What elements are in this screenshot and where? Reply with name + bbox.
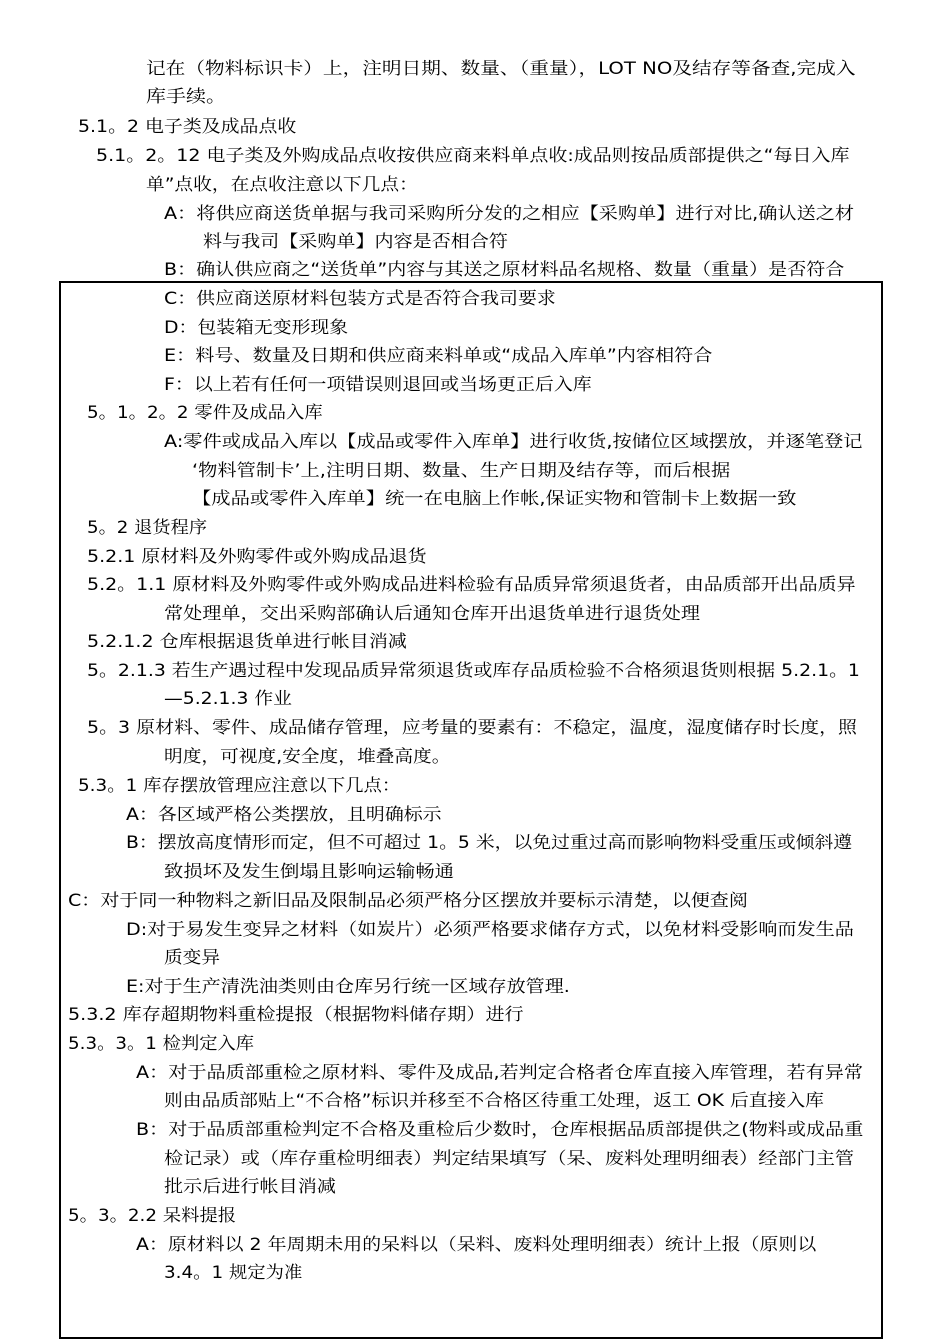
- section-heading: 5.3。3。1 检判定入库: [68, 1034, 255, 1054]
- text-line: B：确认供应商之“送货单”内容与其送之原材料品名规格、数量（重量）是否符合: [164, 260, 845, 280]
- text-line: E:对于生产清洗油类则由仓库另行统一区域存放管理.: [126, 977, 570, 997]
- text-line: B：摆放高度情形而定，但不可超过 1。5 米，以免过重过高而影响物料受重压或倾斜遵: [126, 833, 853, 853]
- text-line: A：对于品质部重检之原材料、零件及成品,若判定合格者仓库直接入库管理，若有异常: [136, 1063, 864, 1083]
- text-line: 【成品或零件入库单】统一在电脑上作帐,保证实物和管制卡上数据一致: [192, 489, 797, 509]
- text-line: 检记录）或（库存重检明细表）判定结果填写（呆、废料处理明细表）经部门主管: [164, 1149, 855, 1169]
- section-heading: 5.2.1 原材料及外购零件或外购成品退货: [87, 547, 427, 567]
- text-line: D:对于易发生变异之材料（如炭片）必须严格要求储存方式，以免材料受影响而发生品: [126, 920, 854, 940]
- section-heading: 5.3.2 库存超期物料重检提报（根据物料储存期）进行: [68, 1005, 524, 1025]
- text-line: 5.2.1.2 仓库根据退货单进行帐目消减: [87, 632, 407, 652]
- section-heading: 5。3 原材料、零件、成品储存管理，应考量的要素有：不稳定，温度，湿度储存时长度，照: [87, 718, 858, 738]
- section-heading: 5.3。1 库存摆放管理应注意以下几点：: [78, 776, 401, 796]
- text-line: A：原材料以 2 年周期未用的呆料以（呆料、废料处理明细表）统计上报（原则以: [136, 1235, 817, 1255]
- text-line: A:零件或成品入库以【成品或零件入库单】进行收货,按储位区域摆放，并逐笔登记: [164, 432, 863, 452]
- section-heading: 5。3。2.2 呆料提报: [68, 1206, 237, 1226]
- text-line: A：各区域严格公类摆放，且明确标示: [126, 805, 442, 825]
- text-line: F：以上若有任何一项错误则退回或当场更正后入库: [164, 375, 592, 395]
- text-line: D：包装箱无变形现象: [164, 318, 349, 338]
- text-line: C：对于同一种物料之新旧品及限制品必须严格分区摆放并要标示清楚，以便查阅: [68, 891, 748, 911]
- text-line: A：将供应商送货单据与我司采购所分发的之相应【采购单】进行对比,确认送之材: [164, 204, 855, 224]
- text-line: ‘物料管制卡’上,注明日期、数量、生产日期及结存等，而后根据: [192, 461, 731, 481]
- text-line: 记在（物料标识卡）上，注明日期、数量、（重量），LOT NO及结存等备查,完成入: [146, 59, 856, 79]
- text-line: 明度，可视度,安全度，堆叠高度。: [164, 747, 451, 767]
- section-heading: 5。2 退货程序: [87, 518, 208, 538]
- section-heading: 5。1。2。2 零件及成品入库: [87, 403, 323, 423]
- text-line: 料与我司【采购单】内容是否相合符: [203, 232, 508, 252]
- text-line: 常处理单，交出采购部确认后通知仓库开出退货单进行退货处理: [164, 604, 701, 624]
- text-line: C：供应商送原材料包装方式是否符合我司要求: [164, 289, 556, 309]
- text-line: 库手续。: [146, 87, 227, 107]
- text-line: —5.2.1.3 作业: [164, 689, 292, 709]
- text-line: B：对于品质部重检判定不合格及重检后少数时，仓库根据品质部提供之(物料或成品重: [136, 1120, 864, 1140]
- text-line: 批示后进行帐目消减: [164, 1177, 337, 1197]
- text-line: 5.1。2。12 电子类及外购成品点收按供应商来料单点收:成品则按品质部提供之“每日入库: [96, 146, 850, 166]
- text-line: 则由品质部贴上“不合格”标识并移至不合格区待重工处理，返工 OK 后直接入库: [164, 1091, 824, 1111]
- text-line: 致损坏及发生倒塌且影响运输畅通: [164, 862, 455, 882]
- text-line: 单”点收，在点收注意以下几点：: [146, 175, 418, 195]
- text-line: 5.2。1.1 原材料及外购零件或外购成品进料检验有品质异常须退货者，由品质部开出品质异: [87, 575, 856, 595]
- text-line: 质变异: [164, 948, 220, 968]
- section-heading: 5.1。2 电子类及成品点收: [78, 117, 297, 137]
- text-line: 3.4。1 规定为准: [164, 1263, 303, 1283]
- text-line: E：料号、数量及日期和供应商来料单或“成品入库单”内容相符合: [164, 346, 713, 366]
- text-line: 5。2.1.3 若生产遇过程中发现品质异常须退货或库存品质检验不合格须退货则根据 5.2.1。1: [87, 661, 860, 681]
